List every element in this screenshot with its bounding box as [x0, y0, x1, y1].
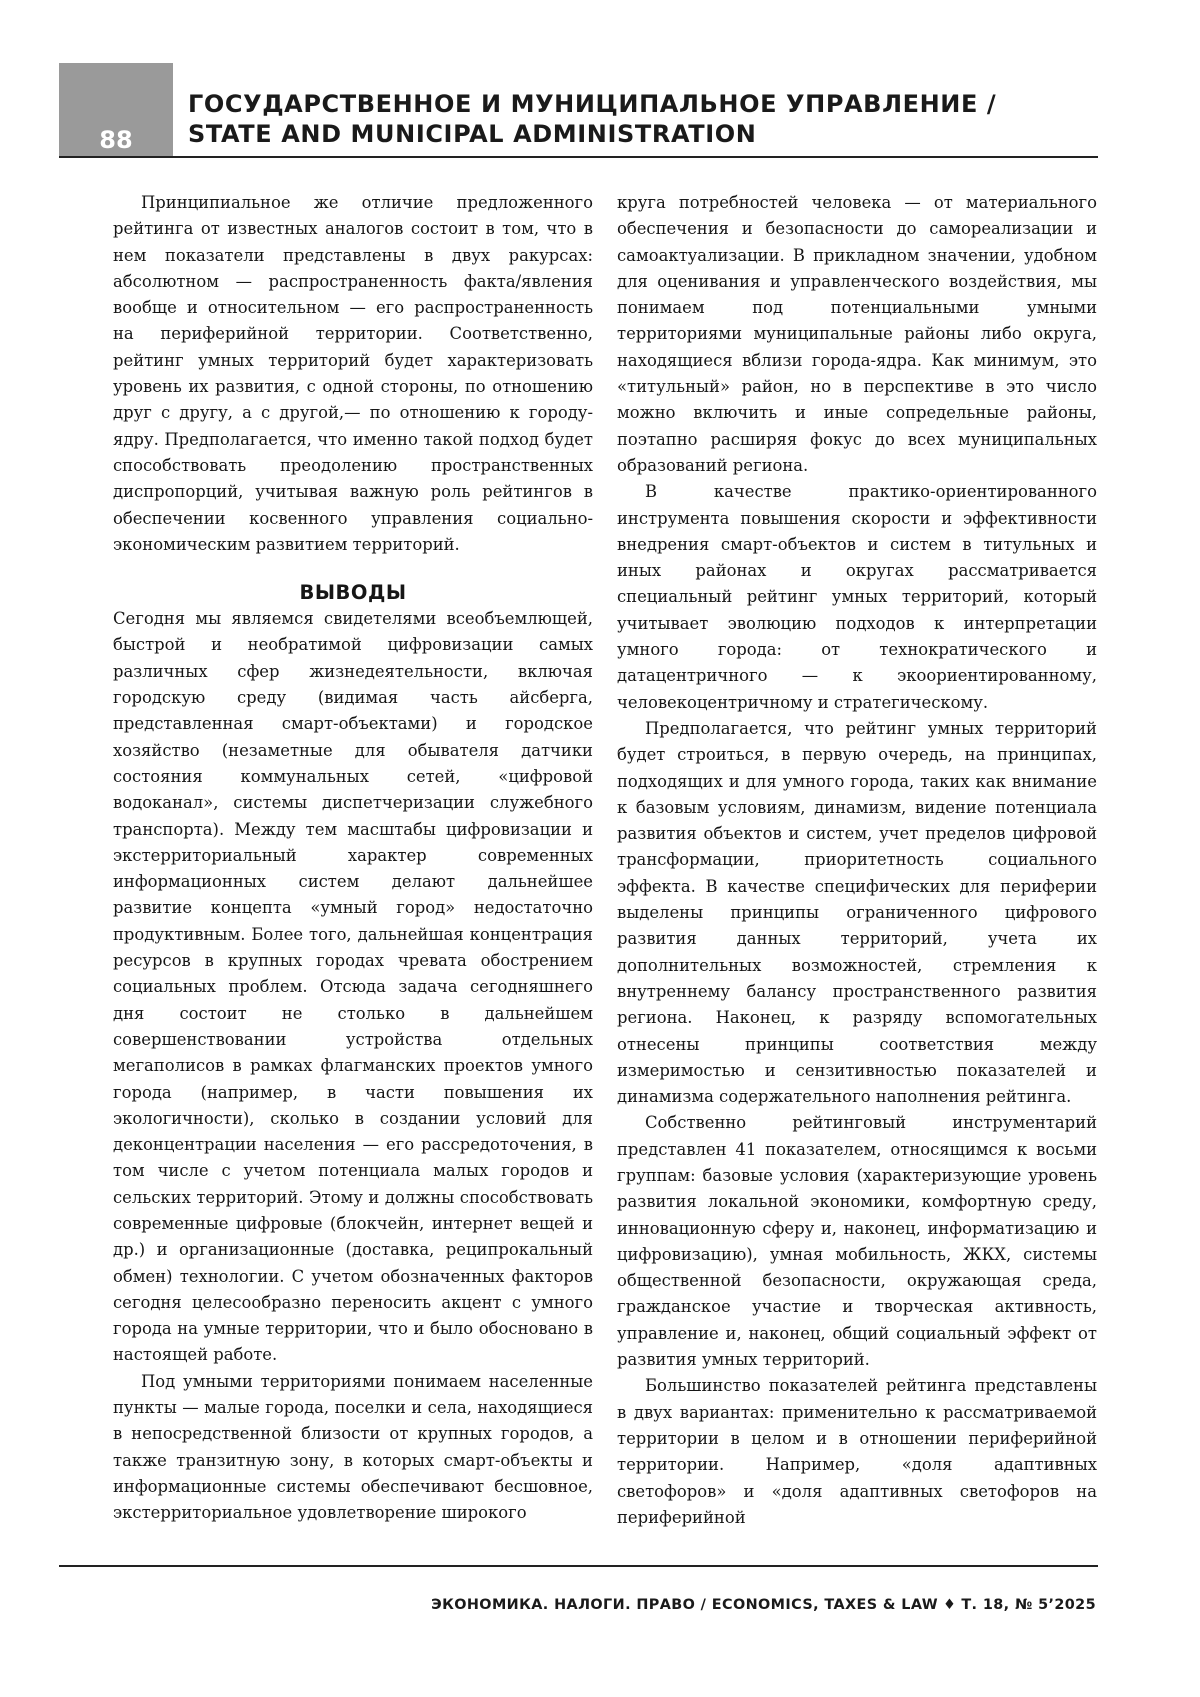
paragraph: Под умными территориями понимаем населенные пункты — малые города, поселки и села, находящиеся в непосредственной близости от крупных городов, а также транзитную зону, в которых смарт-объекты и информационные системы обеспечивают бесшовное, экстерриториальное удовлетворение широкого — [113, 1371, 593, 1523]
running-footer — [431, 1597, 1096, 1613]
page-number: 88 — [99, 126, 133, 154]
paragraph: В качестве практико-ориентированного инструмента повышения скорости и эффективности внедрения смарт-объектов и систем в титульных и иных районах и округах рассматривается специальный рейтинг умных территорий, который учитывает эволюцию подходов к интерпретации умного города: от технократического и датацентричного — к экоориентированному, человекоцентричному и стратегическому. — [617, 482, 1097, 712]
paragraph: Большинство показателей рейтинга представлены в двух вариантах: применительно к рассматриваемой территории в целом и в отношении периферийной территории. Например, «доля адаптивных светофоров» и «доля адаптивных светофоров на периферийной — [617, 1376, 1097, 1527]
left-column — [113, 190, 593, 1527]
header-title-ru: ГОСУДАРСТВЕННОЕ И МУНИЦИПАЛЬНОЕ УПРАВЛЕНИЕ / — [188, 90, 997, 118]
header-rule — [59, 156, 1098, 158]
paragraph: Предполагается, что рейтинг умных территорий будет строиться, в первую очередь, на принципах, подходящих и для умного города, таких как внимание к базовым условиям, динамизм, видение потенциала развития объектов и систем, учет пределов цифровой трансформации, приоритетность социального эффекта. В качестве специфических для периферии выделены принципы ограниченного цифрового развития данных территорий, учета их дополнительных возможностей, стремления к внутреннему балансу пространственного развития региона. Наконец, к разряду вспомогательных отнесены принципы соответствия между измеримостью и сензитивностью показателей и динамизма содержательного наполнения рейтинга. — [617, 718, 1097, 1107]
paragraph: круга потребностей человека — от материального обеспечения и безопасности до самореализации и самоактуализации. В прикладном значении, удобном для оценивания и управленческого воздействия, мы понимаем под потенциальными умными территориями муниципальные районы либо округа, находящиеся вблизи города-ядра. Как минимум, это «титульный» район, но в перспективе в это число можно включить и иные сопредельные районы, поэтапно расширяя фокус до всех муниципальных образований региона. — [617, 193, 1097, 475]
paragraph: Сегодня мы являемся свидетелями всеобъемлющей, быстрой и необратимой цифровизации самых различных сфер жизнедеятельности, включая городскую среду (видимая часть айсберга, представленная смарт-объектами) и городское хозяйство (незаметные для обывателя датчики состояния коммунальных сетей, «цифровой водоканал», системы диспетчеризации служебного транспорта). Между тем масштабы цифровизации и экстерриториальный характер современных информационных систем делают дальнейшее развитие концепта «умный город» недостаточно продуктивным. Более того, дальнейшая концентрация ресурсов в крупных городах чревата обострением социальных проблем. Отсюда задача сегодняшнего дня состоит не столько в дальнейшем совершенствовании устройства отдельных мегаполисов в рамках флагманских проектов умного города (например, в части повышения их экологичности), сколько в создании условий для деконцентрации населения — его рассредоточения, в том числе с учетом потенциала малых городов и сельских территорий. Этому и должны способствовать современные цифровые (блокчейн, интернет вещей и др.) и организационные (доставка, реципрокальный обмен) технологии. С учетом обозначенных факторов сегодня целесообразно переносить акцент с умного города на умные территории, что и было обосновано в настоящей работе. — [113, 609, 593, 1365]
footer-rule — [59, 1565, 1098, 1567]
diamond-separator-icon: ♦ — [943, 1597, 957, 1613]
section-heading-conclusions: ВЫВОДЫ — [299, 581, 407, 605]
running-header — [188, 89, 1088, 149]
paragraph: Собственно рейтинговый инструментарий представлен 41 показателем, относящимся к восьми группам: базовые условия (характеризующие уровень развития локальной экономики, комфортную среду, инновационную сферу и, наконец, информатизацию и цифровизацию), умная мобильность, ЖКХ, системы общественной безопасности, окружающая среда, гражданское участие и творческая активность, управление и, наконец, общий социальный эффект от развития умных территорий. — [617, 1113, 1097, 1370]
paragraph: Принципиальное же отличие предложенного рейтинга от известных аналогов состоит в том, что в нем показатели представлены в двух ракурсах: абсолютном — распространенность факта/явления вообще и относительном — его распространенность на периферийной территории. Соответственно, рейтинг умных территорий будет характеризовать уровень их развития, с одной стороны, по отношению друг с другу, а с другой,— по отношению к городу-ядру. Предполагается, что именно такой подход будет способствовать преодолению пространственных диспропорций, учитывая важную роль рейтингов в обеспечении косвенного управления социально-экономическим развитием территорий. — [113, 193, 593, 554]
header-title-en: STATE AND MUNICIPAL ADMINISTRATION — [188, 120, 757, 148]
footer-journal: ЭКОНОМИКА. НАЛОГИ. ПРАВО / ECONOMICS, TAXES & LAW — [431, 1597, 939, 1613]
page-number-box — [59, 63, 173, 157]
right-column — [617, 190, 1097, 1531]
footer-issue: Т. 18, № 5’2025 — [961, 1597, 1096, 1613]
